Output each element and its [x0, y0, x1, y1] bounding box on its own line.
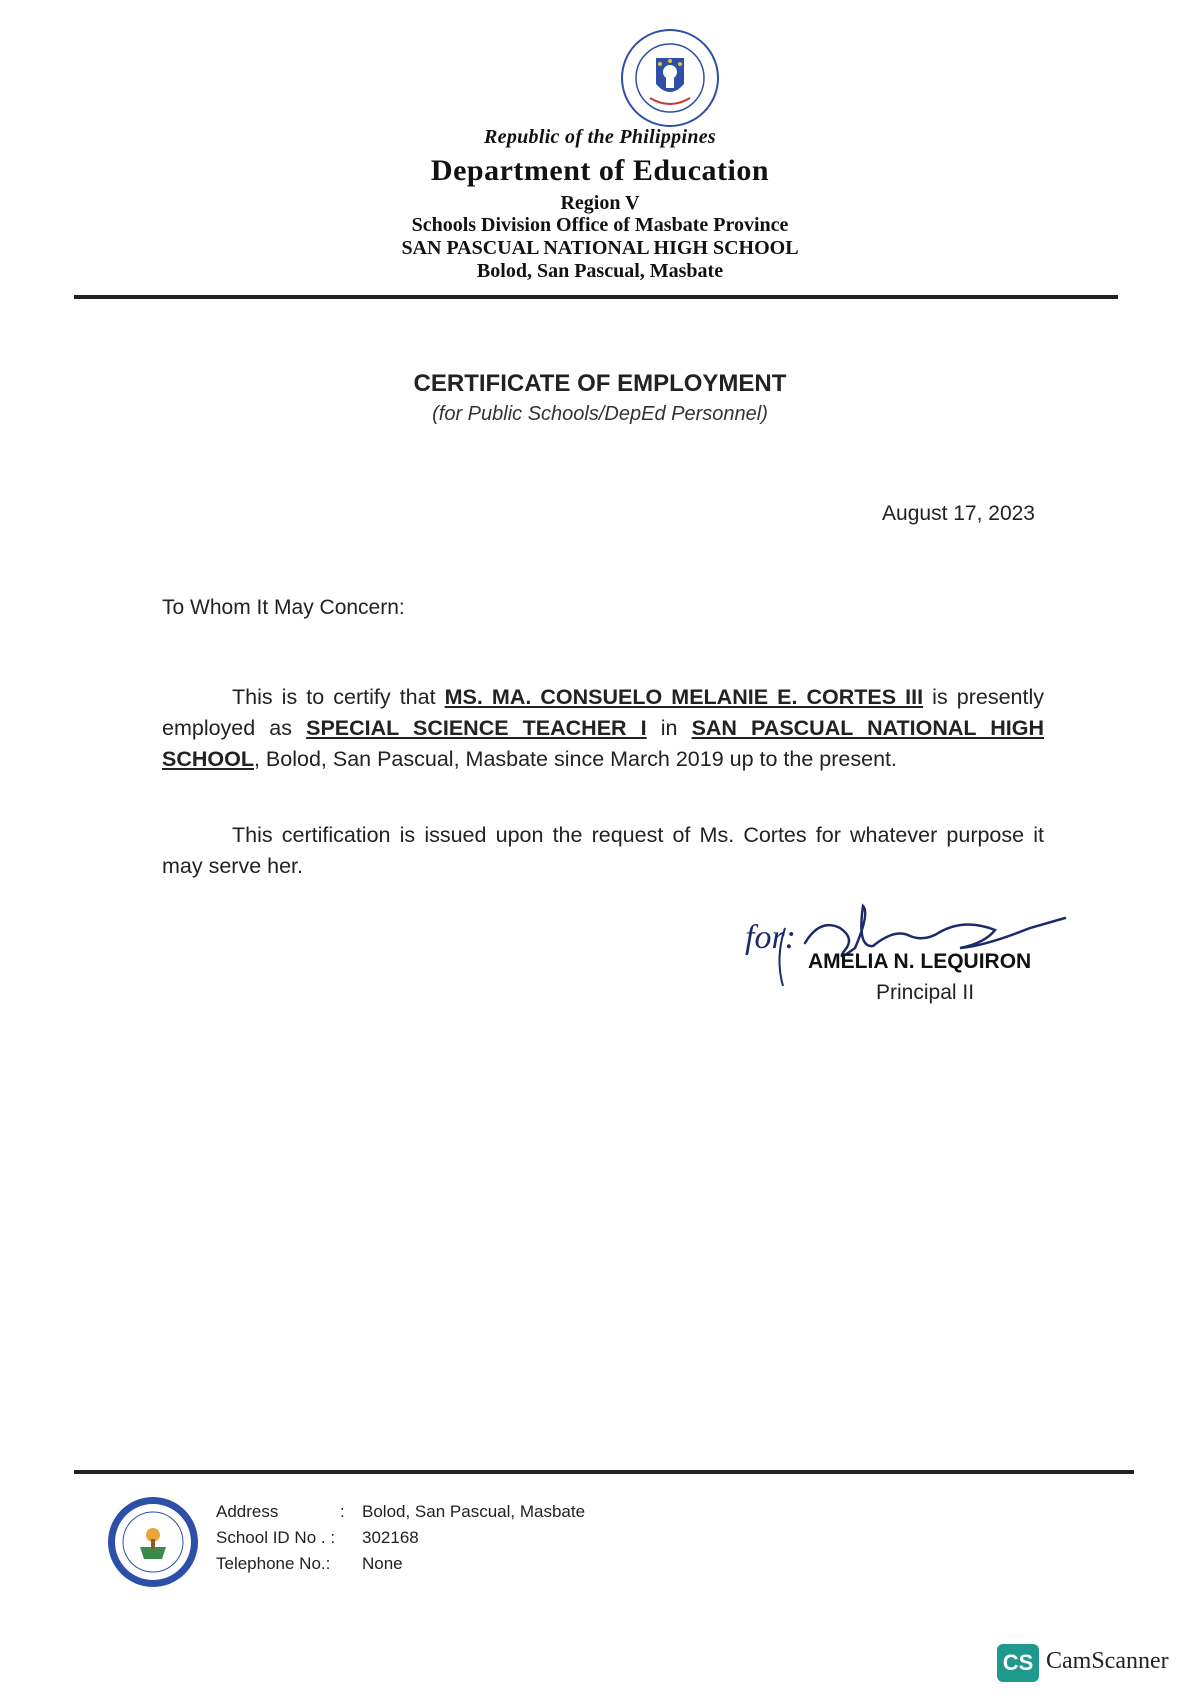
signature-prefix: for:: [745, 919, 796, 956]
header-divider: [74, 295, 1118, 299]
document-date: August 17, 2023: [882, 502, 1035, 525]
para1-text-3: in: [646, 716, 692, 740]
republic-line: Republic of the Philippines: [484, 126, 716, 148]
employee-position: SPECIAL SCIENCE TEACHER I: [306, 716, 647, 740]
para1-text-2: is presently employed as: [162, 685, 1044, 740]
para1-text-1: This is to certify that: [232, 685, 445, 709]
signatory-name: AMELIA N. LEQUIRON: [808, 950, 1032, 973]
address-label: Address: [216, 1502, 279, 1521]
region-line: Region V: [560, 192, 640, 214]
department-name: Department of Education: [430, 154, 770, 187]
document-subtitle: (for Public Schools/DepEd Personnel): [432, 403, 768, 425]
signatory-title: Principal II: [876, 981, 975, 1004]
division-line: Schools Division Office of Masbate Province: [411, 214, 789, 236]
address-colon: :: [340, 1502, 345, 1521]
salutation: To Whom It May Concern:: [162, 596, 405, 619]
school-address: Bolod, San Pascual, Masbate: [476, 260, 724, 282]
employee-name: MS. MA. CONSUELO MELANIE E. CORTES III: [444, 685, 924, 709]
school-id-value: 302168: [362, 1528, 419, 1547]
telephone-value: None: [362, 1554, 403, 1573]
para1-text-4: , Bolod, San Pascual, Masbate since March 2019 up to the present.: [253, 747, 897, 771]
telephone-label: Telephone No.:: [216, 1554, 331, 1573]
camscanner-watermark: CamScanner: [1046, 1648, 1169, 1674]
purpose-paragraph: [162, 820, 1044, 882]
address-value: Bolod, San Pascual, Masbate: [362, 1502, 586, 1521]
school-id-label: School ID No . :: [216, 1528, 336, 1547]
certification-paragraph: [162, 682, 1044, 775]
camscanner-logo-icon: CS: [997, 1644, 1039, 1682]
footer-divider: [74, 1470, 1134, 1474]
purpose-text: This certification is issued upon the request of Ms. Cortes for whatever purpose it may serve her.: [162, 823, 1044, 878]
deped-seal-logo: [620, 28, 720, 128]
school-name: SAN PASCUAL NATIONAL HIGH SCHOOL: [401, 237, 799, 259]
employer-school: SAN PASCUAL NATIONAL HIGH SCHOOL: [162, 716, 1044, 771]
school-seal-logo: [106, 1495, 200, 1589]
document-title: CERTIFICATE OF EMPLOYMENT: [413, 370, 787, 397]
